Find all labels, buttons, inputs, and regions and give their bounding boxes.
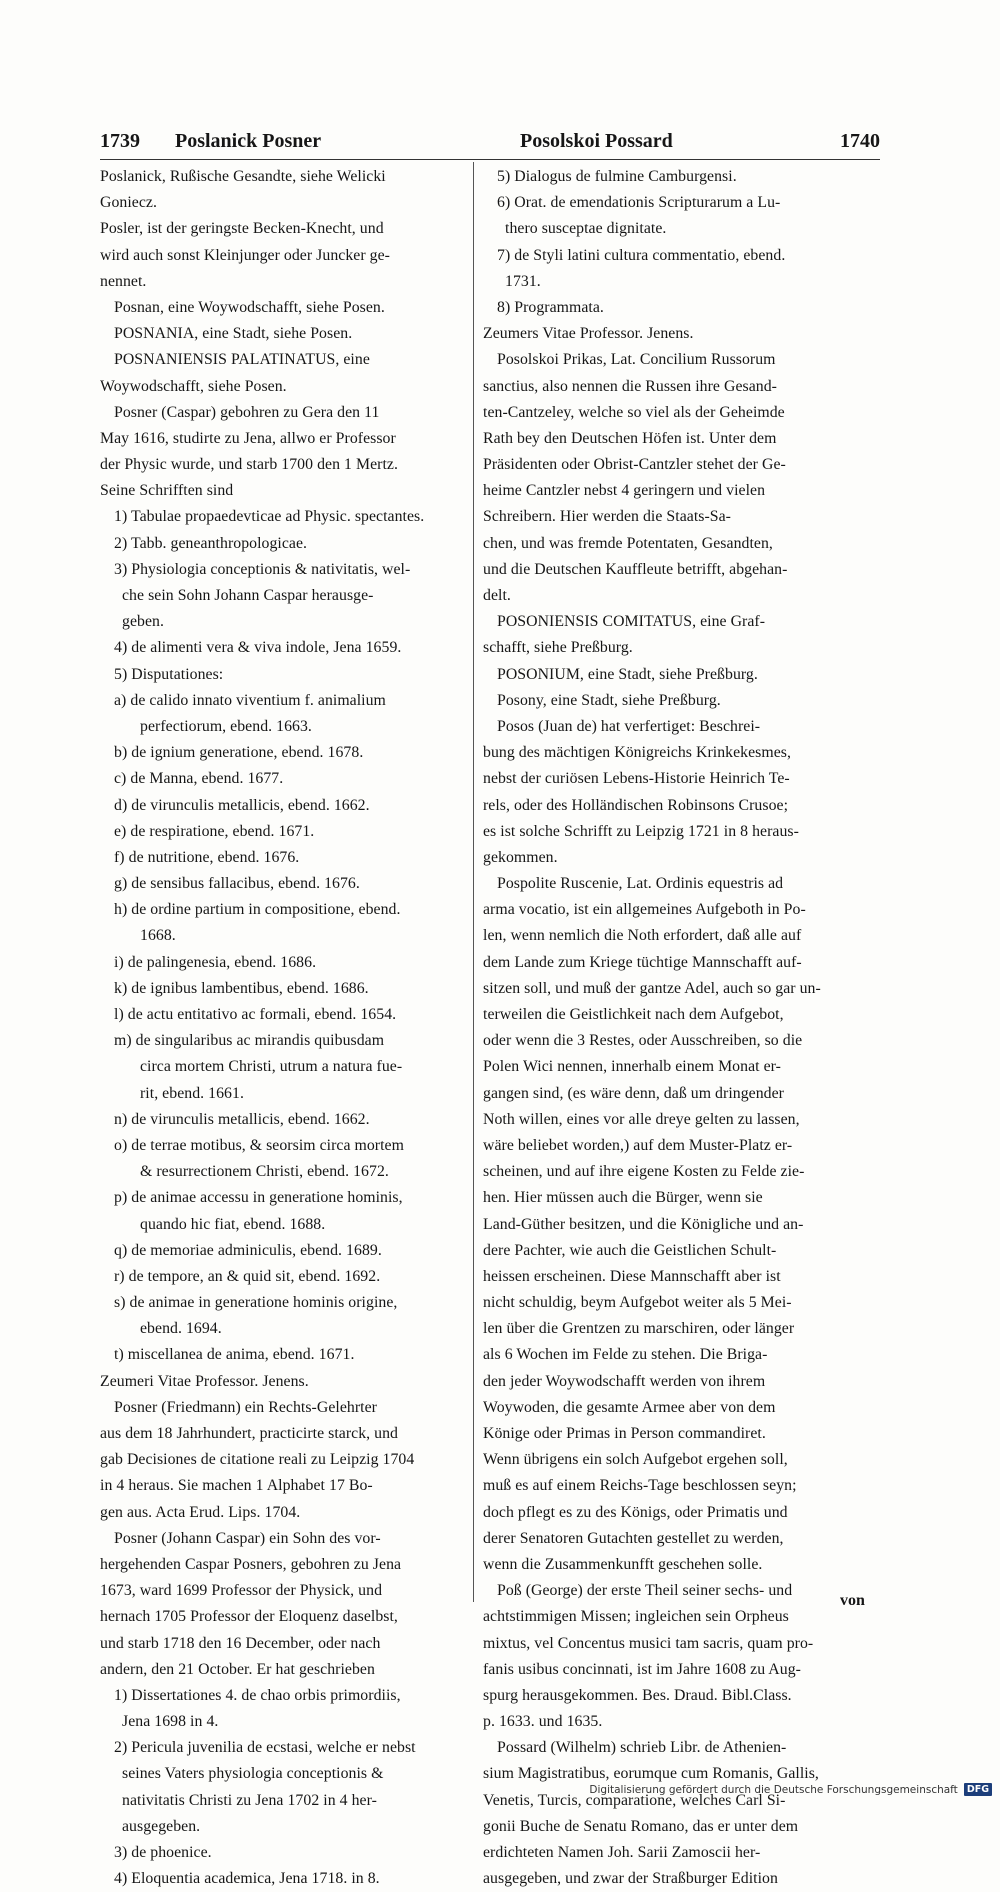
- right-column-line: rels, oder des Holländischen Robinsons Crusoe;: [483, 796, 789, 814]
- right-column-line: wäre beliebet worden,) auf dem Muster-Platz er-: [483, 1136, 793, 1154]
- right-column-line: 6) Orat. de emendationis Scripturarum a Lu-: [497, 194, 781, 212]
- left-column-line: gen aus. Acta Erud. Lips. 1704.: [100, 1503, 301, 1521]
- right-column-line: den jeder Woywodschafft werden von ihrem: [483, 1372, 766, 1390]
- left-column-line: Zeumeri Vitae Professor. Jenens.: [100, 1372, 309, 1390]
- right-column-line: ten-Cantzeley, welche so viel als der Geheimde: [483, 403, 785, 421]
- left-column-line: May 1616, studirte zu Jena, allwo er Professor: [100, 429, 396, 447]
- right-column-line: Schreibern. Hier werden die Staats-Sa-: [483, 508, 731, 526]
- right-column-line: Land-Güther besitzen, und die Königliche und an-: [483, 1215, 804, 1233]
- right-column-line: 7) de Styli latini cultura commentatio, ebend.: [497, 246, 786, 264]
- footer-text: Digitalisierung gefördert durch die Deutsche Forschungsgemeinschaft: [589, 1783, 958, 1796]
- header-rule: [100, 159, 880, 160]
- page-header: [100, 126, 880, 160]
- right-column-line: POSONIUM, eine Stadt, siehe Preßburg.: [497, 665, 758, 683]
- right-column-line: p. 1633. und 1635.: [483, 1713, 603, 1731]
- right-column-line: heissen erscheinen. Diese Mannschafft aber ist: [483, 1267, 781, 1285]
- right-column-line: scheinen, und auf ihre eigene Kosten zu Felde zie-: [483, 1163, 805, 1181]
- left-column-line: 2) Tabb. geneanthropologicae.: [114, 534, 308, 552]
- left-column-line: aus dem 18 Jahrhundert, practicirte starck, und: [100, 1425, 399, 1442]
- footer: [589, 1783, 992, 1796]
- right-column-line: hen. Hier müssen auch die Bürger, wenn sie: [483, 1189, 763, 1207]
- right-column-line: POSONIENSIS COMITATUS, eine Graf-: [497, 613, 766, 631]
- left-column-line: Poslanick, Rußische Gesandte, siehe Welicki: [100, 168, 386, 185]
- right-column-line: Rath bey den Deutschen Höfen ist. Unter dem: [483, 429, 777, 447]
- left-column-line: 3) Physiologia conceptionis & nativitatis, wel-: [114, 560, 411, 578]
- left-column-line: g) de sensibus fallacibus, ebend. 1676.: [114, 875, 360, 893]
- left-column-line: f) de nutritione, ebend. 1676.: [114, 848, 300, 866]
- right-column-line: Posos (Juan de) hat verfertiget: Beschrei-: [497, 717, 761, 735]
- right-column-line: terweilen die Geistlichkeit nach dem Aufgebot,: [483, 1006, 784, 1023]
- left-column-line: 4) Eloquentia academica, Jena 1718. in 8.: [114, 1870, 380, 1888]
- left-column-line: p) de animae accessu in generatione hominis,: [114, 1189, 403, 1207]
- left-column-line: POSNANIENSIS PALATINATUS, eine: [114, 351, 370, 369]
- right-column-line: len über die Grentzen zu marschiren, oder länger: [483, 1320, 795, 1338]
- right-column-line: gekommen.: [483, 848, 558, 866]
- left-column-line: k) de ignibus lambentibus, ebend. 1686.: [114, 979, 369, 997]
- running-head-right: Posolskoi Possard: [520, 130, 673, 152]
- left-column-line: l) de actu entitativo ac formali, ebend. 1654.: [114, 1006, 397, 1023]
- right-column-line: chen, und was fremde Potentaten, Gesandten,: [483, 534, 773, 552]
- right-column-line: 8) Programmata.: [497, 298, 604, 316]
- left-column-line: 3) de phoenice.: [114, 1844, 212, 1861]
- right-column-line: Präsidenten oder Obrist-Cantzler stehet der Ge-: [483, 456, 786, 474]
- right-column-line: fanis usibus concinnati, ist im Jahre 1608 zu Aug-: [483, 1660, 801, 1678]
- right-column-line: Noth willen, eines vor alle dreye gelten zu lassen,: [483, 1110, 800, 1128]
- right-column-line: wenn die Zusammenkunfft geschehen solle.: [483, 1555, 763, 1573]
- left-column-line: Posnan, eine Woywodschafft, siehe Posen.: [114, 298, 385, 316]
- left-column-line: 4) de alimenti vera & viva indole, Jena 1659.: [114, 639, 402, 657]
- right-column-line: ausgegeben, und zwar der Straßburger Edition: [483, 1870, 778, 1888]
- left-column-line: Posner (Caspar) gebohren zu Gera den 11: [114, 403, 380, 421]
- left-column-line: o) de terrae motibus, & seorsim circa mortem: [114, 1136, 404, 1154]
- right-column-line: Posony, eine Stadt, siehe Preßburg.: [497, 691, 721, 709]
- left-column-line: in 4 heraus. Sie machen 1 Alphabet 17 Bo-: [100, 1477, 373, 1495]
- left-column-line: geben.: [122, 613, 164, 631]
- left-column-line: che sein Sohn Johann Caspar herausge-: [122, 587, 374, 604]
- dfg-logo: DFG: [964, 1783, 992, 1796]
- right-column-line: Pospolite Ruscenie, Lat. Ordinis equestris ad: [497, 875, 784, 893]
- left-column-line: c) de Manna, ebend. 1677.: [114, 770, 284, 788]
- left-column-line: hernach 1705 Professor der Eloquenz daselbst,: [100, 1608, 398, 1626]
- right-column-line: gangen sind, (es wäre denn, daß um dringender: [483, 1084, 784, 1102]
- left-column-line: Posler, ist der geringste Becken-Knecht, und: [100, 220, 384, 238]
- left-column-line: nennet.: [100, 272, 147, 290]
- page-number-left: 1739: [100, 130, 140, 152]
- right-column-line: Possard (Wilhelm) schrieb Libr. de Athenien-: [497, 1739, 787, 1757]
- catchword: von: [840, 1592, 865, 1609]
- right-column-line: oder wenn die 3 Restes, oder Ausschreiben, so die: [483, 1032, 803, 1050]
- left-column-line: ausgegeben.: [122, 1817, 201, 1835]
- left-column-line: 5) Disputationes:: [114, 665, 224, 683]
- left-column-line: n) de virunculis metallicis, ebend. 1662.: [114, 1110, 370, 1128]
- right-column-line: delt.: [483, 587, 511, 604]
- right-column-line: achtstimmigen Missen; ingleichen sein Orpheus: [483, 1608, 789, 1626]
- right-column-line: sitzen soll, und muß der gantze Adel, auch so gar un-: [483, 979, 821, 997]
- right-column-line: doch pflegt es zu des Königs, oder Primatis und: [483, 1503, 788, 1521]
- left-column-line: & resurrectionem Christi, ebend. 1672.: [140, 1163, 389, 1181]
- right-column-line: es ist solche Schrifft zu Leipzig 1721 in 8 heraus-: [483, 822, 799, 840]
- left-column-line: der Physic wurde, und starb 1700 den 1 Mertz.: [100, 456, 398, 474]
- right-column-line: nebst der curiösen Lebens-Historie Heinrich Te-: [483, 770, 790, 788]
- right-column-line: muß es auf einem Reichs-Tage beschlossen seyn;: [483, 1477, 797, 1495]
- right-column-line: bung des mächtigen Königreichs Krinkekesmes,: [483, 744, 791, 762]
- left-column-line: d) de virunculis metallicis, ebend. 1662.: [114, 796, 370, 814]
- running-head-left: Poslanick Posner: [175, 130, 322, 152]
- right-column-line: Posolskoi Prikas, Lat. Concilium Russorum: [497, 351, 776, 369]
- left-column-line: m) de singularibus ac mirandis quibusdam: [114, 1032, 385, 1050]
- left-column-line: s) de animae in generatione hominis origine,: [114, 1294, 398, 1312]
- left-column-line: b) de ignium generatione, ebend. 1678.: [114, 744, 364, 762]
- right-column-line: thero susceptae dignitate.: [505, 220, 667, 238]
- left-column: [100, 164, 465, 1892]
- left-column-line: 1) Dissertationes 4. de chao orbis primordiis,: [114, 1686, 401, 1704]
- right-column-line: 1731.: [505, 272, 541, 290]
- left-column-line: und starb 1718 den 16 December, oder nach: [100, 1634, 381, 1652]
- left-column-line: 1673, ward 1699 Professor der Physick, und: [100, 1582, 383, 1600]
- left-column-line: andern, den 21 October. Er hat geschrieben: [100, 1660, 375, 1678]
- right-column-line: Venetis, Turcis, comparatione, welches Carl Si-: [483, 1791, 786, 1809]
- left-column-line: nativitatis Christi zu Jena 1702 in 4 her-: [122, 1791, 377, 1809]
- right-column-line: und die Deutschen Kauffleute betrifft, abgehan-: [483, 560, 788, 578]
- right-column-line: spurg herausgekommen. Bes. Draud. Bibl.Class.: [483, 1686, 792, 1704]
- left-column-line: q) de memoriae adminiculis, ebend. 1689.: [114, 1241, 382, 1259]
- left-column-line: Posner (Friedmann) ein Rechts-Gelehrter: [114, 1398, 377, 1416]
- right-column-line: Woywoden, die gesamte Armee aber von dem: [483, 1398, 776, 1416]
- left-column-line: seines Vaters physiologia conceptionis &: [122, 1765, 384, 1783]
- right-column-line: arma vocatio, ist ein allgemeines Aufgeboth in Po-: [483, 901, 806, 919]
- left-column-line: 1) Tabulae propaedevticae ad Physic. spectantes.: [114, 508, 425, 526]
- left-column-line: Posner (Johann Caspar) ein Sohn des vor-: [114, 1529, 381, 1547]
- right-column-line: sanctius, also nennen die Russen ihre Gesand-: [483, 377, 777, 395]
- right-column-line: 5) Dialogus de fulmine Camburgensi.: [497, 168, 737, 185]
- right-column-line: gonii Buche de Senatu Romano, das er unter dem: [483, 1817, 799, 1835]
- right-column-line: heime Cantzler nebst 4 geringern und vielen: [483, 482, 766, 500]
- right-column-line: Könige oder Primas in Person commandiret.: [483, 1425, 766, 1442]
- left-column-line: h) de ordine partium in compositione, ebend.: [114, 901, 401, 919]
- right-column-line: als 6 Wochen im Felde zu stehen. Die Briga-: [483, 1346, 768, 1364]
- right-column-line: dem Lande zum Kriege tüchtige Mannschafft auf-: [483, 953, 802, 971]
- left-column-line: t) miscellanea de anima, ebend. 1671.: [114, 1346, 355, 1364]
- left-column-line: 1668.: [140, 927, 176, 945]
- left-column-line: ebend. 1694.: [140, 1320, 222, 1338]
- left-column-line: a) de calido innato viventium f. animalium: [114, 691, 386, 709]
- left-column-line: e) de respiratione, ebend. 1671.: [114, 822, 315, 840]
- left-column-line: Jena 1698 in 4.: [122, 1713, 219, 1731]
- left-column-line: i) de palingenesia, ebend. 1686.: [114, 953, 317, 971]
- right-column-line: dere Pachter, wie auch die Geistlichen Schult-: [483, 1241, 777, 1259]
- right-column-line: Polen Wici nennen, innerhalb einem Monat er-: [483, 1058, 781, 1076]
- right-column-line: nicht schuldig, beym Aufgebot weiter als 5 Mei-: [483, 1294, 792, 1312]
- right-column-line: derer Senatoren Gutachten gestellet zu werden,: [483, 1529, 784, 1547]
- left-column-line: perfectiorum, ebend. 1663.: [140, 717, 312, 735]
- left-column-line: r) de tempore, an & quid sit, ebend. 1692.: [114, 1267, 381, 1285]
- left-column-line: wird auch sonst Kleinjunger oder Juncker ge-: [100, 246, 390, 264]
- left-column-line: POSNANIA, eine Stadt, siehe Posen.: [114, 325, 353, 343]
- left-column-line: hergehenden Caspar Posners, gebohren zu Jena: [100, 1555, 402, 1573]
- left-column-line: circa mortem Christi, utrum a natura fue-: [140, 1058, 403, 1076]
- left-column-line: Goniecz.: [100, 194, 157, 212]
- left-column-line: 2) Pericula juvenilia de ecstasi, welche er nebst: [114, 1739, 416, 1757]
- page-number-right: 1740: [840, 130, 880, 152]
- right-column-line: len, wenn nemlich die Noth erfordert, daß alle auf: [483, 927, 802, 945]
- right-column-line: mixtus, vel Concentus musici tam sacris, quam pro-: [483, 1634, 814, 1652]
- right-column-line: sium Magistratibus, eorumque cum Romanis, Gallis,: [483, 1765, 819, 1783]
- left-column-line: Woywodschafft, siehe Posen.: [100, 377, 287, 395]
- left-column-line: gab Decisiones de citatione reali zu Leipzig 1704: [100, 1451, 415, 1469]
- left-column-line: quando hic fiat, ebend. 1688.: [140, 1215, 326, 1233]
- left-column-line: Seine Schrifften sind: [100, 482, 234, 500]
- right-column-line: Zeumers Vitae Professor. Jenens.: [483, 325, 694, 343]
- column-divider: [473, 162, 474, 1602]
- right-column: [483, 164, 880, 1892]
- left-column-line: rit, ebend. 1661.: [140, 1084, 244, 1102]
- right-column-line: erdichteten Namen Joh. Sarii Zamoscii her-: [483, 1844, 761, 1861]
- right-column-line: Poß (George) der erste Theil seiner sechs- und: [497, 1582, 793, 1600]
- right-column-line: Wenn übrigens ein solch Aufgebot ergehen soll,: [483, 1451, 788, 1469]
- right-column-line: schafft, siehe Preßburg.: [483, 639, 633, 657]
